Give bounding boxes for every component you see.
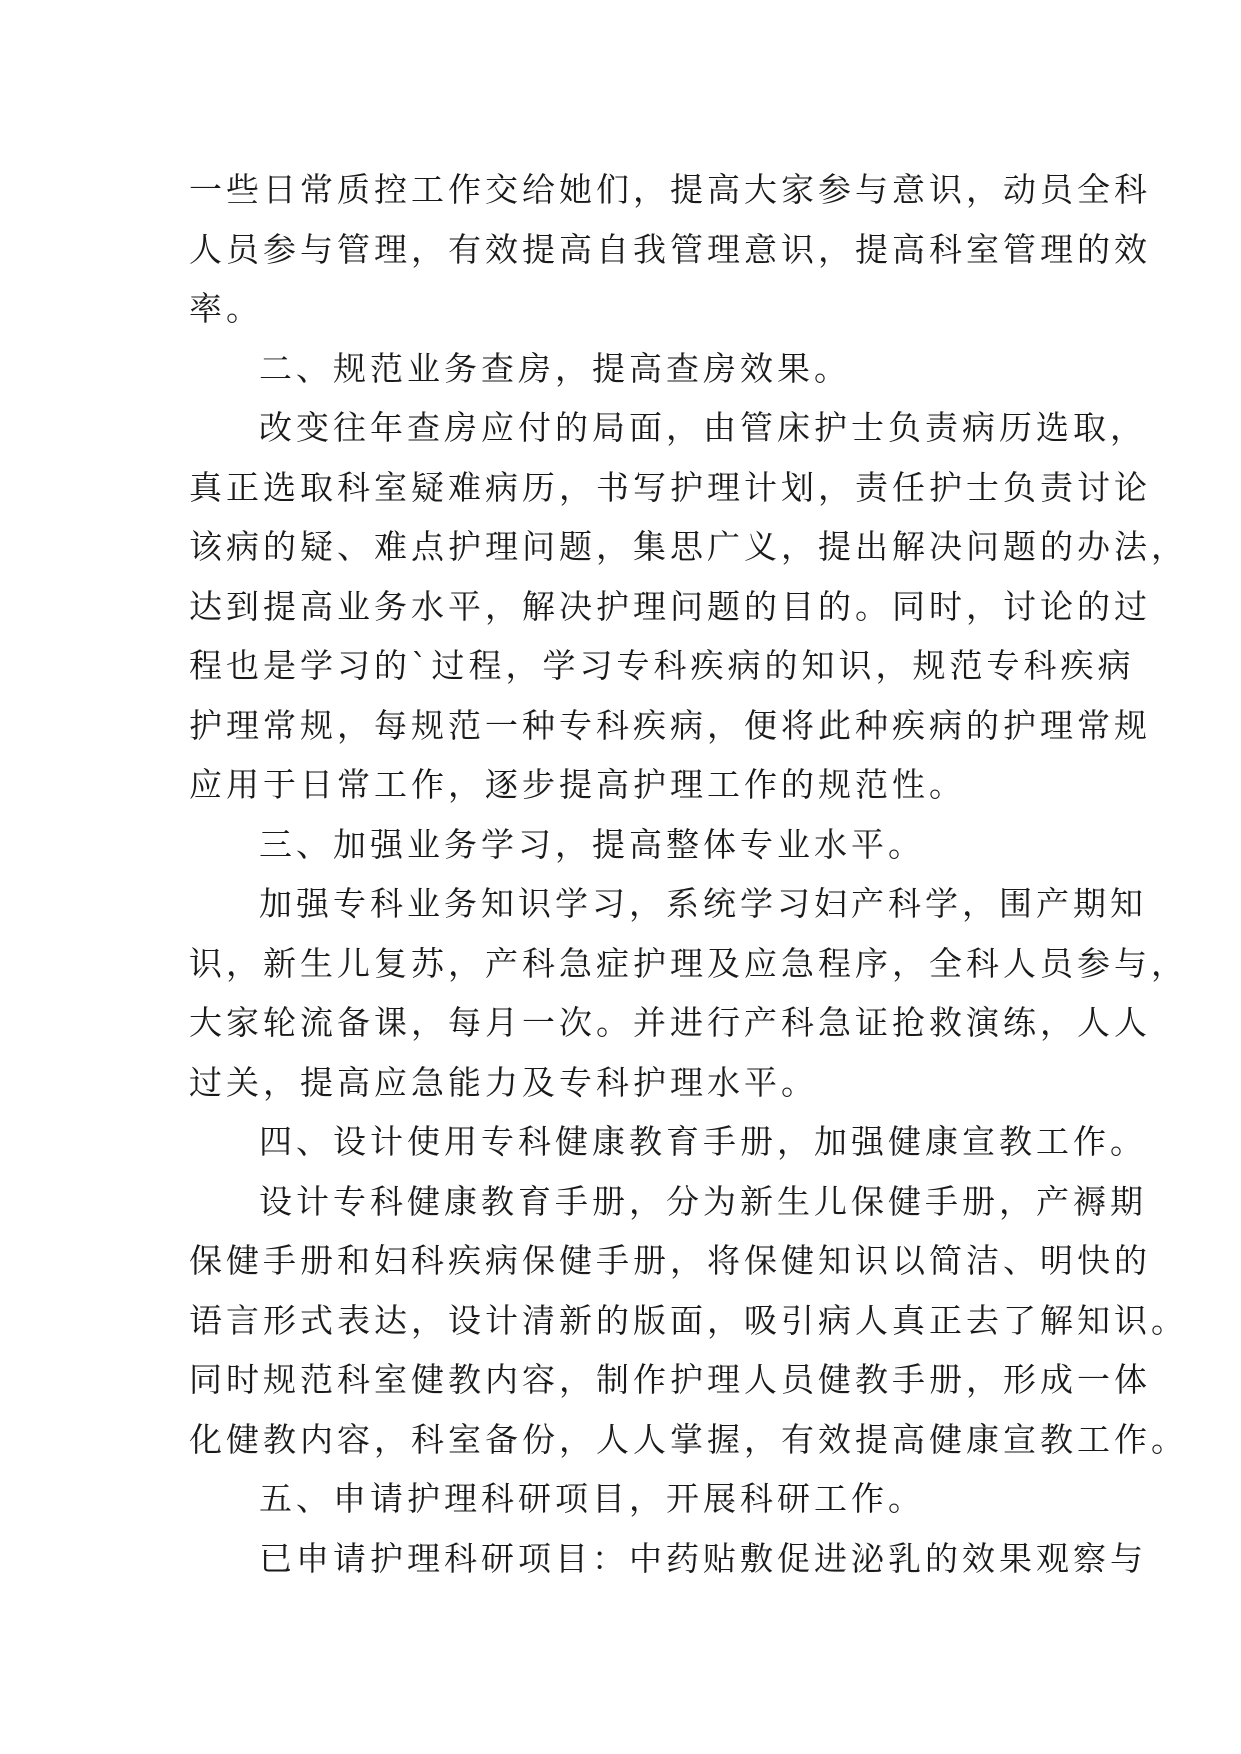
document-body: [189, 160, 1188, 1588]
body-text-line: 保健手册和妇科疾病保健手册，将保健知识以简洁、明快的: [189, 1241, 1151, 1280]
paragraph-first-line: 加强专科业务知识学习，系统学习妇产科学，围产期知: [259, 884, 1147, 923]
paragraph-first-line: 改变往年查房应付的局面，由管床护士负责病历选取，: [259, 408, 1147, 447]
body-text-line: 该病的疑、难点护理问题，集思广义，提出解决问题的办法，: [189, 527, 1188, 566]
paragraph-first-line: 已申请护理科研项目：中药贴敷促进泌乳的效果观察与: [259, 1538, 1147, 1578]
body-text-line: 识，新生儿复苏，产科急症护理及应急程序，全科人员参与，: [189, 943, 1188, 983]
section-heading-2: 二、规范业务查房，提高查房效果。: [259, 348, 851, 388]
body-text-line: 率。: [189, 289, 263, 328]
body-text-line: 程也是学习的`过程，学习专科疾病的知识，规范专科疾病: [189, 646, 1135, 685]
paragraph-first-line: 设计专科健康教育手册，分为新生儿保健手册，产褥期: [259, 1181, 1147, 1221]
body-text-line: 达到提高业务水平，解决护理问题的目的。同时，讨论的过: [189, 586, 1151, 626]
body-text-line: 大家轮流备课，每月一次。并进行产科急证抢救演练，人人: [189, 1003, 1151, 1042]
body-text-line: 同时规范科室健教内容，制作护理人员健教手册，形成一体: [189, 1360, 1151, 1399]
body-text-line: 一些日常质控工作交给她们，提高大家参与意识，动员全科: [189, 170, 1151, 209]
body-text-line: 人员参与管理，有效提高自我管理意识，提高科室管理的效: [189, 229, 1151, 269]
body-text-line: 语言形式表达，设计清新的版面，吸引病人真正去了解知识。: [189, 1300, 1188, 1340]
body-text-line: 应用于日常工作，逐步提高护理工作的规范性。: [189, 765, 966, 804]
body-text-line: 过关，提高应急能力及专科护理水平。: [189, 1062, 818, 1102]
body-text-line: 护理常规，每规范一种专科疾病，便将此种疾病的护理常规: [189, 705, 1151, 745]
body-text-line: 化健教内容，科室备份，人人掌握，有效提高健康宣教工作。: [189, 1419, 1188, 1459]
section-heading-5: 五、申请护理科研项目，开展科研工作。: [259, 1479, 925, 1518]
section-heading-4: 四、设计使用专科健康教育手册，加强健康宣教工作。: [259, 1122, 1147, 1161]
body-text-line: 真正选取科室疑难病历，书写护理计划，责任护士负责讨论: [189, 467, 1151, 507]
section-heading-3: 三、加强业务学习，提高整体专业水平。: [259, 824, 925, 864]
